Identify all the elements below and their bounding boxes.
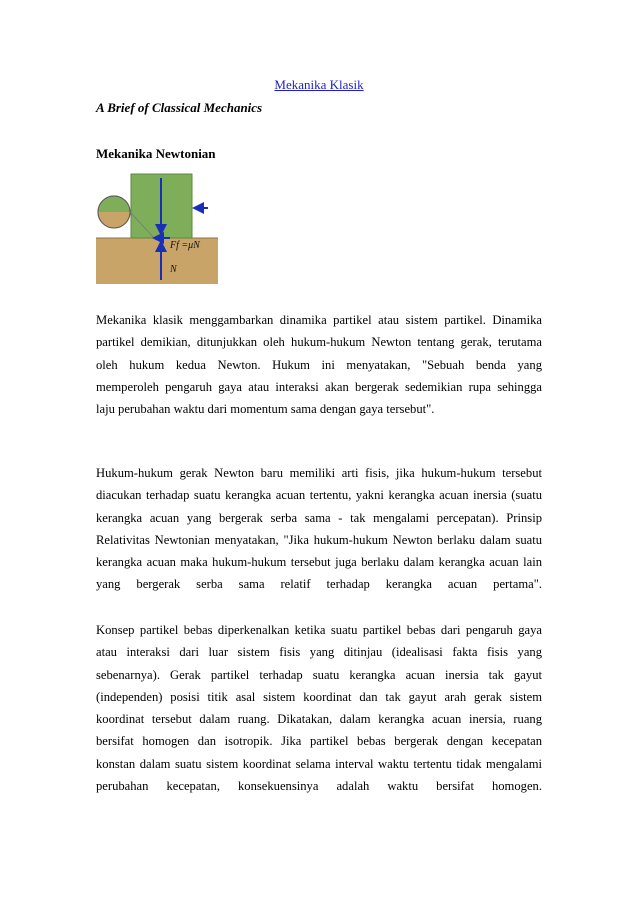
paragraph-line: Hukum-hukum gerak Newton baru memiliki arti fisis, jika hukum-hukum tersebut [96,466,542,480]
paragraph-line: atau interaksi dari luar sistem fisis yang ditinjau (idealisasi fakta fisis yang [96,645,542,660]
document-subtitle: A Brief of Classical Mechanics [96,100,263,115]
magnifier-circle-lower [98,212,130,228]
paragraph-line: Relativitas Newtonian menyatakan, "Jika hukum-hukum Newton berlaku dalam suatu [96,532,542,547]
paragraph-line: koordinat tersebut dalam ruang. Dikatakan, dalam kerangka acuan inersia, ruang [96,712,542,727]
paragraph-line: Konsep partikel bebas diperkenalkan ketika suatu partikel bebas dari pengaruh gaya [96,623,542,637]
magnifier-circle-upper [98,196,130,212]
document-title [0,77,638,93]
paragraph-line: perubahan kecepatan, konsekuensinya adalah waktu bersifat homogen. [96,779,542,794]
normal-label: N [170,264,177,275]
paragraph-line: memperoleh pengaruh gaya atau interaksi akan bergerak sedemikian rupa sehingga [96,379,542,394]
paragraph-line: konstan dalam suatu sistem koordinat selama interval waktu tertentu tidak mengalami [96,756,542,771]
paragraph-1 [96,309,542,420]
paragraph-line: oleh hukum kedua Newton. Hukum ini menyatakan, "Sebuah benda yang [96,357,542,372]
paragraph-line: diacukan terhadap suatu kerangka acuan tertentu, yakni kerangka acuan inersia (suatu [96,488,542,503]
friction-diagram-svg [96,172,218,284]
paragraph-line: kerangka acuan maka hukum-hukum tersebut juga berlaku dalam kerangka acuan lain [96,555,542,570]
paragraph-line: yang bergerak serba sama relatif terhadap kerangka acuan pertama". [96,577,542,592]
paragraph-3 [96,619,542,797]
paragraph-line: (independen) posisi titik asal sistem koordinat dan tak gayut arah gerak sistem [96,689,542,704]
paragraph-line: bersifat homogen dan isotropik. Jika partikel bebas bergerak dengan kecepatan [96,734,542,749]
paragraph-line: partikel demikian, ditunjukkan oleh hukum-hukum Newton tentang gerak, terutama [96,335,542,350]
paragraph-2 [96,462,542,596]
friction-label: Ff =μN [170,240,200,251]
paragraph-line: Mekanika klasik menggambarkan dinamika partikel atau sistem partikel. Dinamika [96,313,542,327]
paragraph-line: laju perubahan waktu dari momentum sama dengan gaya tersebut". [96,402,435,417]
paragraph-line: kerangka acuan yang bergerak serba sama - tak mengalami percepatan). Prinsip [96,510,542,525]
paragraph-line: sebenarnya). Gerak partikel terhadap suatu kerangka acuan inersia tak gayut [96,667,542,682]
friction-diagram [96,172,218,284]
section-heading: Mekanika Newtonian [96,146,216,161]
title-link[interactable]: Mekanika Klasik [274,77,364,92]
